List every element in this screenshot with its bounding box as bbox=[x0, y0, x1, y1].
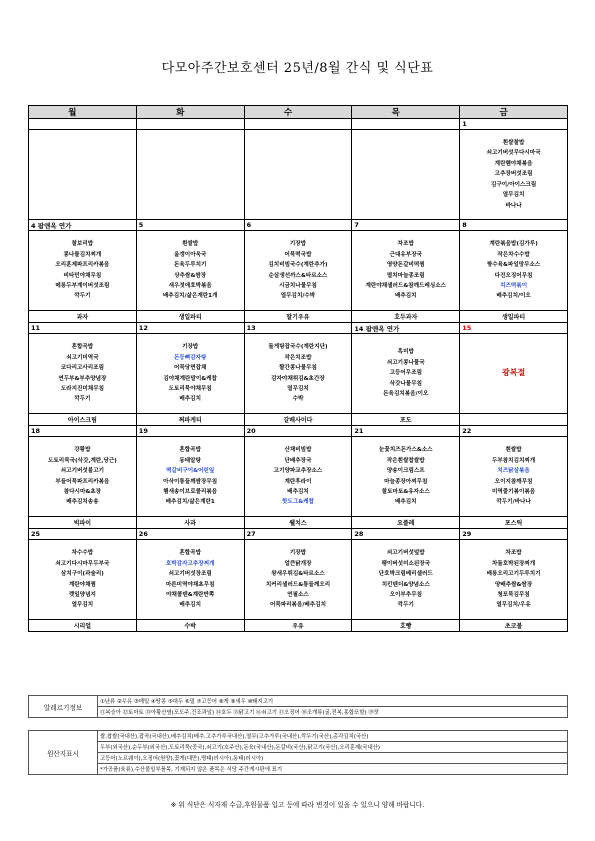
menu-item: 작은치조밥 bbox=[284, 354, 312, 361]
menu-item: 기장밥 bbox=[182, 344, 199, 351]
footnote: ※ 위 식단은 식자재 수급,후원물품 입고 등에 따라 변경이 있을 수 있으니 양해 바랍니다. bbox=[170, 801, 425, 809]
menu-cell bbox=[352, 231, 460, 311]
menu-item: 미역줄기볶이볶음 bbox=[491, 488, 536, 495]
menu-item: 차돌호박된장찌개 bbox=[491, 560, 536, 567]
menu-item: 동태알탕 bbox=[179, 457, 201, 464]
weekday-header: 월 bbox=[29, 106, 137, 119]
menu-item: 열무김치/수박 bbox=[280, 293, 316, 300]
menu-item: 차수수밥 bbox=[71, 550, 94, 557]
menu-cell bbox=[244, 540, 352, 620]
menu-cell bbox=[136, 540, 244, 620]
menu-item: 열무김치/우유 bbox=[496, 602, 531, 609]
snack-row bbox=[29, 517, 568, 529]
menu-item: 메롱두부계이버섯조림 bbox=[55, 282, 110, 289]
menu-item: 찰토마토&유자소스 bbox=[381, 488, 430, 495]
menu-row bbox=[29, 437, 568, 517]
menu-item: 배추김치/삶은계란1개 bbox=[162, 293, 218, 300]
menu-item: 혼합곡밥 bbox=[71, 344, 94, 351]
menu-cell bbox=[352, 334, 460, 414]
menu-cell bbox=[136, 437, 244, 517]
menu-row bbox=[29, 231, 568, 311]
menu-item: 열무김치 bbox=[502, 192, 525, 199]
origin-note: *가공품(육류),수산물일부품목, 기재되지 않은 품목은 식당 주간게시판에 표기 bbox=[98, 764, 568, 775]
menu-item: 참다시마&초장 bbox=[63, 488, 102, 495]
menu-item: 아삭이통들깨쌈장무침 bbox=[163, 478, 218, 485]
menu-cell bbox=[29, 334, 137, 414]
menu-item: 쇠고기다시마무두부국 bbox=[55, 560, 110, 567]
snack-cell: 과자 bbox=[29, 311, 137, 323]
menu-item: 오이부추무침 bbox=[389, 591, 422, 598]
menu-item: 깍두기 bbox=[74, 293, 91, 300]
menu-item: 고등어무조림 bbox=[389, 370, 422, 377]
date-cell: 27 bbox=[244, 529, 352, 540]
snack-row bbox=[29, 311, 568, 323]
menu-item: 치킨텐더&양념소스 bbox=[381, 581, 430, 588]
date-cell: 29 bbox=[460, 529, 568, 540]
menu-item: 영양돈갈비떡찜 bbox=[386, 262, 425, 269]
menu-item: 치커리샐러드&통들깨오리 bbox=[265, 581, 331, 588]
menu-item: 계란햄야채볶음 bbox=[494, 160, 533, 167]
menu-item: 오이지참깨무침 bbox=[494, 478, 533, 485]
menu-cell bbox=[136, 334, 244, 414]
snack-row bbox=[29, 414, 568, 426]
menu-item: 부들어묵파프리카볶음 bbox=[55, 478, 110, 485]
menu-item: 상추쌈&쌈장 bbox=[174, 272, 207, 279]
date-cell: 6 bbox=[244, 220, 352, 231]
menu-cell bbox=[244, 334, 352, 414]
date-cell: 26 bbox=[136, 529, 244, 540]
menu-item: 마늘종장아찌무침 bbox=[384, 478, 428, 485]
menu-cell bbox=[460, 437, 568, 517]
weekday-header: 화 bbox=[136, 106, 244, 119]
menu-item: 열무김치 bbox=[287, 385, 309, 392]
menu-item: 핫도그&케찹 bbox=[282, 499, 314, 506]
menu-item: 짱수육&파일망무소스 bbox=[486, 262, 541, 269]
menu-item: 기장밥 bbox=[289, 241, 307, 248]
menu-item: 깻잎양념지 bbox=[68, 591, 96, 598]
menu-item: 어묵당면잡채 bbox=[173, 365, 207, 372]
menu-item: 팽이버섯미소된장국 bbox=[381, 560, 431, 567]
snack-cell: 호두과자 bbox=[352, 311, 460, 323]
menu-item: 왕새우튀김&타르소스 bbox=[271, 571, 325, 578]
menu-item: 열무김치 bbox=[71, 602, 94, 609]
menu-item: 계란후라이 bbox=[284, 478, 312, 485]
snack-cell: 쩌파게티 bbox=[136, 414, 244, 426]
page-title: 다모아주간보호센터 25년/8월 간식 및 식단표 bbox=[161, 61, 434, 76]
menu-item: 김치비빔국수(계란추가) bbox=[268, 262, 328, 269]
menu-item: 쇠고기콩나물국 bbox=[386, 359, 425, 366]
menu-cell bbox=[460, 130, 568, 220]
snack-cell: 웰치스 bbox=[244, 517, 352, 529]
menu-item: 쇠고기버섯덮밥 bbox=[386, 550, 425, 557]
menu-item: 배추김치/이오 bbox=[496, 293, 531, 300]
menu-item: 쇠고기버섯불고기 bbox=[60, 468, 105, 475]
info-table bbox=[28, 695, 568, 775]
menu-item: 배추김치 bbox=[179, 396, 201, 403]
menu-item: 찰보리밥 bbox=[71, 241, 94, 248]
date-row bbox=[29, 529, 568, 540]
snack-cell: 호빵 bbox=[352, 620, 460, 632]
menu-item: 계란야채찜 bbox=[68, 581, 96, 588]
date-cell: 11 bbox=[29, 323, 137, 334]
weekday-header: 목 bbox=[352, 106, 460, 119]
menu-cell bbox=[352, 437, 460, 517]
menu-item: 차조밥 bbox=[505, 550, 522, 557]
menu-item: 돌게탕잡국수(계란지단) bbox=[268, 344, 328, 351]
date-cell: 19 bbox=[136, 426, 244, 437]
snack-cell: 딸기우유 bbox=[244, 311, 352, 323]
origin-label: 원산지표시 bbox=[29, 731, 98, 775]
snack-cell: 요플레 bbox=[352, 517, 460, 529]
date-cell: 28 bbox=[352, 529, 460, 540]
date-row bbox=[29, 220, 568, 231]
date-cell: 8 bbox=[460, 220, 568, 231]
date-cell: 22 bbox=[460, 426, 568, 437]
allergy-line: ①난류 ②우유 ③메밀 ④땅콩 ⑤대두 ⑥밀 ⑦고등어 ⑧게 ⑨새우 ⑩돼지고기 bbox=[98, 696, 568, 707]
menu-cell bbox=[352, 540, 460, 620]
snack-cell: 수박 bbox=[136, 620, 244, 632]
menu-item: 배추김치 bbox=[179, 602, 201, 609]
menu-item: 차조밥 bbox=[397, 241, 414, 248]
menu-item: 콩나물김치찌개 bbox=[63, 251, 102, 258]
menu-item: 청포묵김무침 bbox=[497, 591, 530, 598]
date-cell: 15 bbox=[460, 323, 568, 334]
menu-item: 치즈닭살볶음 bbox=[497, 468, 530, 475]
menu-item: 도토리묵국(삭갓,계란,당근) bbox=[47, 457, 117, 464]
snack-cell: 갈배사이다 bbox=[244, 414, 352, 426]
snack-cell bbox=[460, 414, 568, 426]
menu-item: 단호박크림베리샐러드 bbox=[378, 571, 433, 578]
menu-item: 작은차수수밥 bbox=[497, 251, 530, 258]
date-cell: 7 bbox=[352, 220, 460, 231]
menu-item: 근대유부장국 bbox=[389, 251, 422, 258]
menu-item: 삭갓나물무침 bbox=[389, 380, 422, 387]
holiday-label: 광복절 bbox=[502, 368, 526, 378]
menu-item: 마른미역야채초무침 bbox=[165, 581, 215, 588]
menu-item: 계란야채샐러드&참깨드레싱소스 bbox=[365, 282, 447, 289]
menu-item: 흑미밥 bbox=[397, 349, 414, 356]
menu-item: 올갱이아욱국 bbox=[173, 251, 207, 258]
menu-item: 김구이/아이스크림 bbox=[490, 181, 537, 188]
menu-item: 수박 bbox=[292, 396, 304, 403]
snack-cell: 포스틱 bbox=[460, 517, 568, 529]
menu-item: 배추김치 bbox=[394, 499, 417, 506]
menu-item: 연필소스 bbox=[287, 591, 309, 598]
date-row bbox=[29, 323, 568, 334]
menu-cell bbox=[136, 130, 244, 220]
weekday-header: 금 bbox=[460, 106, 568, 119]
menu-item: 혼합곡밥 bbox=[179, 550, 201, 557]
menu-item: 흰쌀밥 bbox=[182, 241, 199, 248]
menu-row bbox=[29, 540, 568, 620]
menu-cell bbox=[29, 231, 137, 311]
date-cell bbox=[352, 119, 460, 130]
menu-item: 코다리고사리조림 bbox=[60, 365, 105, 372]
date-cell: 12 bbox=[136, 323, 244, 334]
menu-table bbox=[28, 105, 568, 632]
menu-item: 감자야채튀김&초간장 bbox=[271, 375, 325, 382]
snack-cell: 생일파티 bbox=[460, 311, 568, 323]
menu-item: 새우젓애호박볶음 bbox=[168, 282, 212, 289]
menu-item: 쇠고기미역국 bbox=[66, 354, 99, 361]
weekday-header-row bbox=[29, 106, 568, 119]
origin-line: 두부(외국산),순두부(외국산),도토리묵(중국),쇠고기(호주산),돈육(국내산),돈갈비(국산),닭고기(국산),오리훈제(국내산) bbox=[98, 742, 568, 753]
menu-item: 배추김치 bbox=[287, 488, 309, 495]
menu-item: 혼합곡밥 bbox=[179, 447, 201, 454]
menu-cell bbox=[460, 540, 568, 620]
menu-item: 호박감자고추장찌개 bbox=[165, 560, 215, 567]
menu-item: 바나나 bbox=[505, 202, 522, 209]
menu-cell bbox=[29, 130, 137, 220]
snack-cell: 포도 bbox=[352, 414, 460, 426]
menu-item: 배롱오리고기두루치기 bbox=[486, 571, 541, 578]
menu-cell bbox=[136, 231, 244, 311]
allergy-label: 알레르기정보 bbox=[29, 696, 98, 718]
snack-cell: 시리얼 bbox=[29, 620, 137, 632]
date-row bbox=[29, 119, 568, 130]
menu-item: 깍두기 bbox=[74, 396, 91, 403]
date-cell: 14 팜앤옥 연가 bbox=[352, 323, 460, 334]
snack-cell: 우유 bbox=[244, 620, 352, 632]
menu-item: 흰쌀찰밥 bbox=[502, 140, 525, 147]
menu-item: 오리훈제파프리카볶음 bbox=[55, 262, 110, 269]
menu-item: 김야채계란말이&케찹 bbox=[163, 375, 217, 382]
menu-item: 두부참치김치찌개 bbox=[491, 457, 536, 464]
menu-cell bbox=[460, 334, 568, 414]
menu-item: 도토리묵야채무침 bbox=[168, 385, 212, 392]
menu-item: 돈육김치볶음/이오 bbox=[383, 391, 429, 398]
date-cell: 25 bbox=[29, 529, 137, 540]
menu-item: 작은흰쌀찹쌀밥 bbox=[386, 457, 425, 464]
date-cell: 18 bbox=[29, 426, 137, 437]
snack-cell: 아이스크림 bbox=[29, 414, 137, 426]
date-cell: 13 bbox=[244, 323, 352, 334]
menu-item: 계란볶음밥(김가루) bbox=[489, 241, 538, 248]
menu-item: 눈꽃치즈돈가스&소스 bbox=[379, 447, 433, 454]
menu-item: 양송이크림스프 bbox=[386, 468, 425, 475]
menu-item: 고추장버섯조림 bbox=[494, 171, 533, 178]
snack-cell: 초코볼 bbox=[460, 620, 568, 632]
menu-cell bbox=[460, 231, 568, 311]
date-cell: 1 bbox=[460, 119, 568, 130]
menu-item: 산채비빔밥 bbox=[284, 447, 312, 454]
menu-item: 멸치마늘종조림 bbox=[386, 272, 425, 279]
snack-cell: 빅파이 bbox=[29, 517, 137, 529]
snack-row bbox=[29, 620, 568, 632]
menu-item: 야채콜덴&계란반쪽 bbox=[166, 591, 215, 598]
date-cell bbox=[136, 119, 244, 130]
menu-item: 양배추쌈&쌈장 bbox=[494, 581, 533, 588]
menu-item: 고기양파교추장소스 bbox=[273, 468, 323, 475]
menu-row bbox=[29, 130, 568, 220]
menu-item: 기장밥 bbox=[289, 550, 307, 557]
menu-cell bbox=[244, 437, 352, 517]
date-cell: 20 bbox=[244, 426, 352, 437]
menu-item: 돈등뼈감자탕 bbox=[173, 354, 207, 361]
menu-item: 연두부&부추양념장 bbox=[58, 375, 107, 382]
menu-item: 단배추장국 bbox=[284, 457, 312, 464]
menu-item: 강황밥 bbox=[74, 447, 91, 454]
date-cell: 5 bbox=[136, 220, 244, 231]
allergy-line: ⑪복숭아 ⑫토마토 ⑬아황산염(포도주,건조과일) ⑭호두 ⑮닭고기 ⑯쇠고기 ⑰오징어 ⑱조개류(굴,전복,홍합포함) ⑲잣 bbox=[98, 707, 568, 718]
menu-item: 배추김치송송 bbox=[66, 499, 99, 506]
menu-item: 순살생선까스&타르소스 bbox=[268, 272, 328, 279]
menu-item: 돈육두루치기 bbox=[173, 262, 207, 269]
snack-cell: 생일파티 bbox=[136, 311, 244, 323]
menu-item: 배추김치/삶은계란1 bbox=[165, 499, 215, 506]
date-cell: 21 bbox=[352, 426, 460, 437]
menu-item: 깍두기/바나나 bbox=[496, 499, 531, 506]
date-row bbox=[29, 426, 568, 437]
origin-line: 쌀,찹쌀(국내산),잡곡(국내산),배추김치(배추,고추가루국내산),열무(고추가루(국내산),깍두기(국산),총각김치(국산) bbox=[98, 731, 568, 742]
menu-item: 쇠고기버섯장조림 bbox=[168, 571, 212, 578]
menu-row bbox=[29, 334, 568, 414]
menu-item: 삼치구이(과술리) bbox=[60, 571, 104, 578]
weekday-header: 수 bbox=[244, 106, 352, 119]
menu-item: 쇠고기버섯무다시마국 bbox=[486, 150, 541, 157]
menu-cell bbox=[244, 231, 352, 311]
menu-item: 흰쌀밥 bbox=[505, 447, 522, 454]
menu-item: 떡갈비구이&어린잎 bbox=[166, 468, 215, 475]
menu-item: 다진오징어무침 bbox=[494, 272, 533, 279]
menu-cell bbox=[352, 130, 460, 220]
menu-item: 깍두기 bbox=[397, 602, 414, 609]
menu-item: 비타민야채무침 bbox=[63, 272, 102, 279]
menu-cell bbox=[29, 540, 137, 620]
menu-item: 배추김치 bbox=[394, 293, 417, 300]
date-cell bbox=[244, 119, 352, 130]
menu-item: 시금치나물무침 bbox=[279, 282, 317, 289]
menu-item: 얼큰닭개장 bbox=[284, 560, 312, 567]
menu-cell bbox=[29, 437, 137, 517]
menu-item: 어묵파리볶음/배추김치 bbox=[269, 602, 327, 609]
origin-line: 고등어(노르웨이),오징어(원양),꽃게(대만),명태(러시아),동태(러시아) bbox=[98, 753, 568, 764]
menu-item: 햄새송이브로콜리볶음 bbox=[163, 488, 218, 495]
menu-cell bbox=[244, 130, 352, 220]
menu-item: 어묵떡국밥 bbox=[284, 251, 312, 258]
date-cell: 4 팜앤옥 연가 bbox=[29, 220, 137, 231]
snack-cell: 사과 bbox=[136, 517, 244, 529]
menu-item: 도라지진미채무침 bbox=[60, 385, 105, 392]
menu-item: 짤간콩나물무침 bbox=[279, 365, 317, 372]
menu-item: 치즈떡볶이 bbox=[500, 282, 528, 289]
date-cell bbox=[29, 119, 137, 130]
